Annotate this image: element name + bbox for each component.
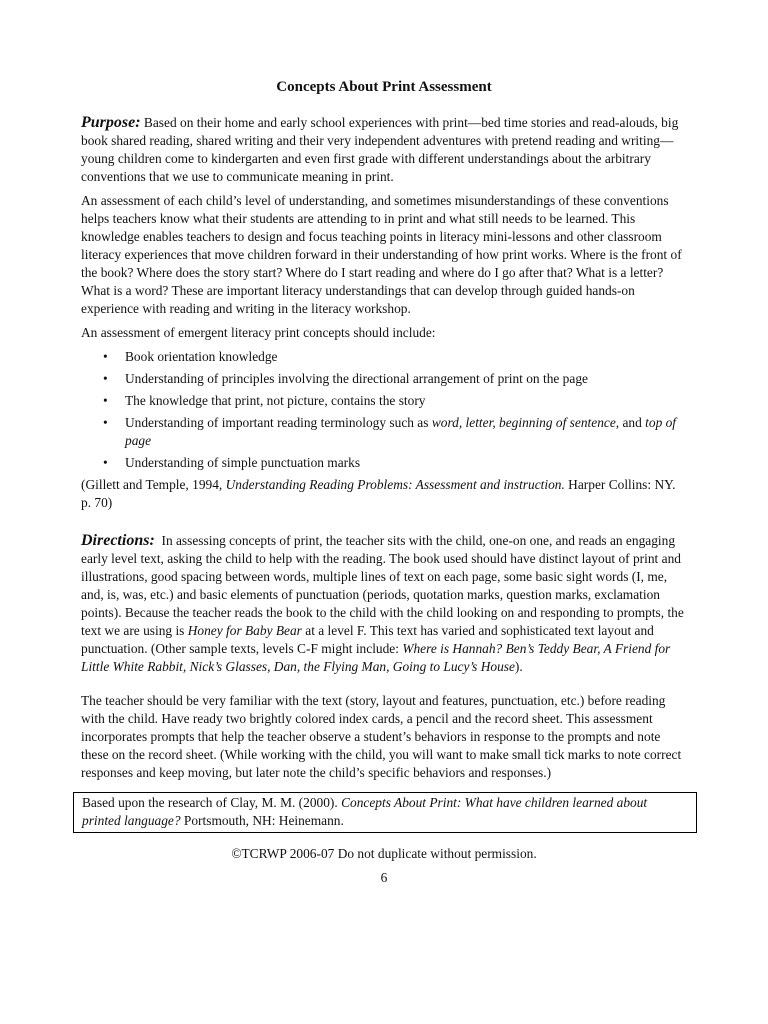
page-content: [81, 78, 687, 887]
citation-title: Understanding Reading Problems: Assessment and instruction.: [225, 477, 565, 492]
citation: [81, 476, 687, 512]
citation-text: (Gillett and Temple, 1994,: [81, 477, 226, 492]
list-item: [125, 370, 687, 388]
purpose-heading: Purpose:: [81, 114, 141, 131]
assessment-paragraph: An assessment of each child’s level of understanding, and sometimes misunderstandings of these conventions helps teachers know what their students are attending to in print and what still needs to be learned. This knowledge enables teachers to design and focus teaching points in literacy mini-lessons and other classroom literacy experiences that move children forward in their understanding of how print works. Where is the front of the book? Where does the story start? Where do I start reading and where do I go after that? What is a letter? What is a word? These are important literacy understandings that can develop through guided hands-on experience with reading and writing in the literacy workshop.: [81, 193, 682, 316]
list-item-text: Understanding of principles involving the directional arrangement of print on the page: [125, 371, 588, 386]
copyright-footer: ©TCRWP 2006-07 Do not duplicate without permission.: [231, 846, 537, 861]
list-item: [125, 392, 687, 410]
reference-title: Concepts About Print: What have children learned about printed language?: [82, 795, 648, 828]
directions-heading: Directions:: [81, 532, 155, 549]
sample-book-titles: Where is Hannah? Ben’s Teddy Bear, A Friend for Little White Rabbit, Nick’s Glasses, Dan, the Flying Man, Going to Lucy’s House: [81, 641, 671, 674]
list-item-text: The knowledge that print, not picture, contains the story: [125, 393, 426, 408]
reference-publisher: Portsmouth, NH: Heinemann.: [180, 813, 344, 828]
page-number: 6: [380, 870, 388, 885]
directions-paragraph: [81, 532, 687, 676]
reference-text: Based upon the research of Clay, M. M. (2000).: [82, 795, 342, 810]
list-item-text: Understanding of simple punctuation marks: [125, 455, 361, 470]
list-item: [125, 414, 687, 450]
reference-box: [73, 792, 697, 833]
directions-text: at a level F. This text has varied and sophisticated text layout and punctuation. (Other sample texts, levels C-F might include:: [81, 623, 654, 656]
list-item-text: and: [619, 415, 646, 430]
purpose-text: Based on their home and early school experiences with print—bed time stories and read-alouds, big book shared reading, shared writing and their very independent adventures with pretend reading and writing—young children come to kindergarten and even first grade with different understandings about the arbitrary conventions that we use to communicate meaning in print.: [81, 115, 679, 184]
list-item-italic: top of page: [125, 415, 677, 448]
purpose-paragraph: [81, 114, 687, 186]
teacher-paragraph: The teacher should be very familiar with the text (story, layout and features, punctuation, etc.) before reading with the child. Have ready two brightly colored index cards, a pencil and the record sheet. This assessment incorporates prompts that help the teacher observe a student’s behaviors in response to the prompts and note these on the record sheet. (While working with the child, you will want to make small tick marks to note correct responses and keep moving, but later note the child’s specific behaviors and responses.): [81, 693, 682, 780]
concept-list: [81, 348, 687, 472]
citation-publisher: Harper Collins: NY. p. 70): [81, 477, 676, 510]
directions-text: ).: [514, 659, 523, 674]
list-item: [125, 454, 687, 472]
directions-text: In assessing concepts of print, the teacher sits with the child, one-on one, and reads an engaging early level text, asking the child to help with the reading. The book used should have distinct layout of print and illustrations, good spacing between words, multiple lines of text on each page, some basic sight words (I, me, and, is, was, etc.) and basic elements of punctuation (periods, quotation marks, question marks, exclamation points). Because the teacher reads the book to the child with the child looking on and responding to prompts, the text we are using is: [81, 533, 684, 638]
include-intro: An assessment of emergent literacy print concepts should include:: [81, 325, 436, 340]
list-item-italic: word, letter, beginning of sentence,: [431, 415, 620, 430]
book-title: Honey for Baby Bear: [187, 623, 302, 638]
page-title: Concepts About Print Assessment: [276, 79, 492, 95]
list-item: [125, 348, 687, 366]
list-item-text: Understanding of important reading terminology such as: [125, 415, 432, 430]
list-item-text: Book orientation knowledge: [125, 349, 278, 364]
